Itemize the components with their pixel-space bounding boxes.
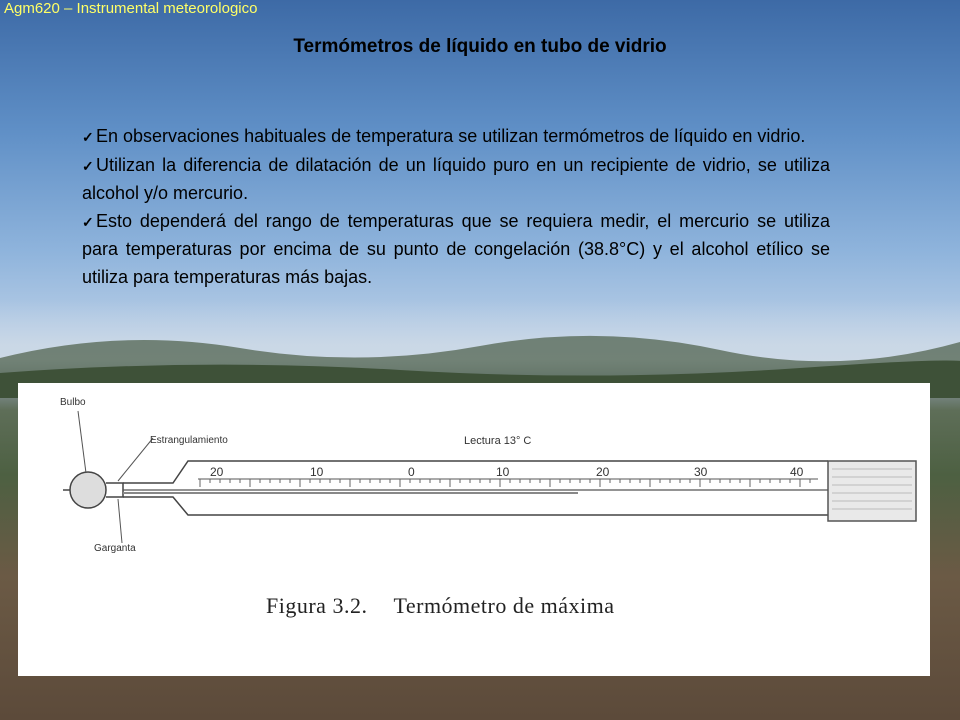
- label-estrangulamiento: Estrangulamiento: [150, 435, 228, 446]
- course-label: Agm620 – Instrumental meteorologico: [4, 0, 258, 17]
- bullet-item: [82, 152, 830, 208]
- bullet-item: [82, 208, 830, 292]
- figure-caption: [266, 593, 641, 619]
- label-lectura: Lectura 13° C: [464, 435, 532, 447]
- caption-text: Termómetro de máxima: [393, 593, 615, 618]
- scale-number: 40: [790, 465, 804, 479]
- bullet-text: Utilizan la diferencia de dilatación de un líquido puro en un recipiente de vidrio, se utiliza alcohol y/o mercurio.: [82, 154, 830, 203]
- thermometer-drawing: [18, 383, 930, 676]
- scale-number: 0: [408, 465, 415, 479]
- slide-title: Termómetros de líquido en tubo de vidrio: [293, 36, 667, 57]
- bullet-item: [82, 123, 830, 152]
- caption-number: Figura 3.2.: [266, 593, 368, 618]
- checkmark-icon: ✓: [82, 157, 94, 174]
- label-bulbo: Bulbo: [60, 397, 86, 408]
- bullet-list: [82, 123, 830, 291]
- thermometer-figure: [18, 383, 930, 676]
- scale-number: 30: [694, 465, 708, 479]
- bullet-text: En observaciones habituales de temperatura se utilizan termómetros de líquido en vidrio.: [96, 126, 806, 146]
- scale-number: 10: [496, 465, 510, 479]
- checkmark-icon: ✓: [82, 129, 94, 145]
- bullet-text: Esto dependerá del rango de temperaturas que se requiera medir, el mercurio se utiliza para temperaturas por encima de su punto de congelación (38.8°C) y el alcohol etílico se utiliza para temperaturas más bajas.: [82, 210, 830, 287]
- scale-number: 10: [310, 465, 324, 479]
- scale-number: 20: [596, 465, 610, 479]
- checkmark-icon: ✓: [82, 213, 94, 230]
- label-garganta: Garganta: [94, 543, 136, 554]
- scale-number: 20: [210, 465, 224, 479]
